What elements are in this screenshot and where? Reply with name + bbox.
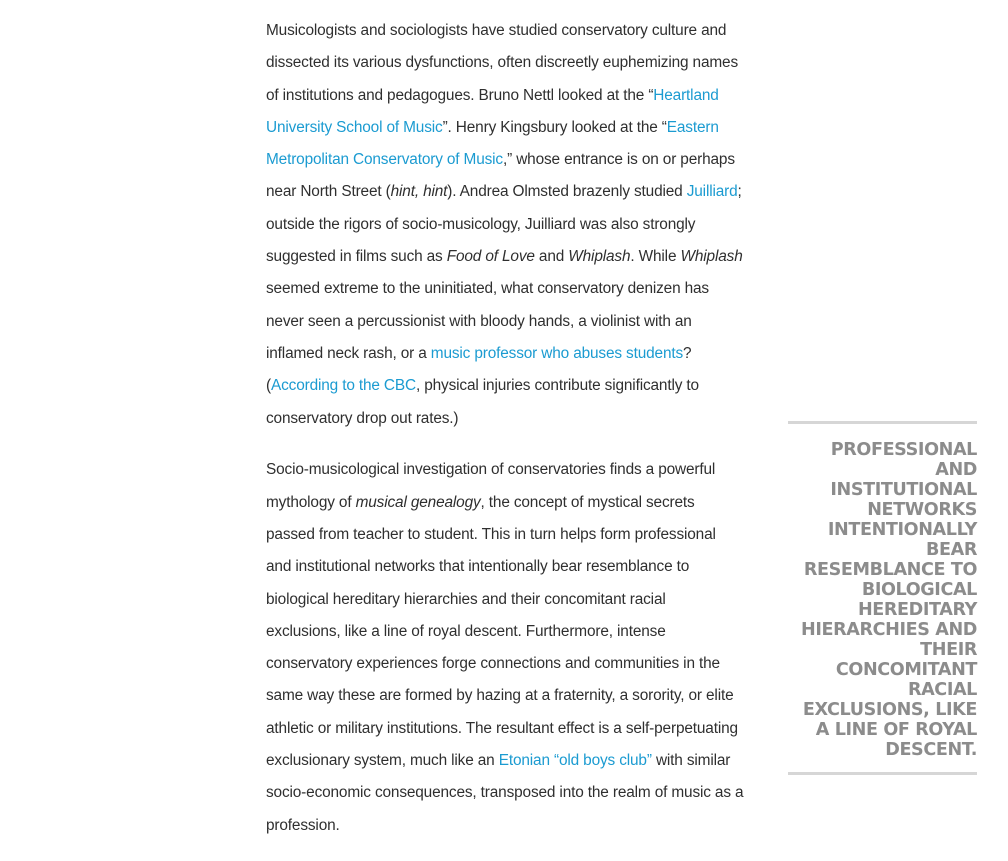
article-body [266, 15, 744, 861]
pull-quote-text: PROFESSIONAL AND INSTITUTIONAL NETWORKS INTENTIONALLY BEAR RESEMBLANCE TO BIOLOGICAL HEREDITARY HIERARCHIES AND THEIR CONCOMITANT RACIAL EXCLUSIONS, LIKE A LINE OF ROYAL DESCENT. [801, 440, 977, 760]
pull-quote [788, 421, 977, 775]
emphasis-text: musical genealogy [355, 493, 481, 511]
emphasis-text: Food of Love [446, 248, 535, 266]
inline-link[interactable]: Etonian “old boys club” [498, 752, 652, 770]
text-run: and [534, 248, 569, 266]
inline-link[interactable]: According to the CBC [270, 377, 416, 395]
text-run: . While [630, 248, 681, 266]
text-run: ”. Henry Kingsbury looked at the “ [442, 118, 667, 136]
paragraph [266, 15, 744, 435]
text-run: , the concept of mystical secrets passed from teacher to student. This in turn helps form professional and institutional networks that intentionally bear resemblance to biological hereditary hierarchies and their concomitant racial exclusions, like a line of royal descent. Furthermore, intense conservatory experiences forge connections and communities in the same way these are formed by hazing at a fraternity, a sorority, or elite athletic or military institutions. The resultant effect is a self-perpetuating exclusionary system, much like an [266, 493, 738, 770]
inline-link[interactable]: Juilliard [686, 183, 738, 201]
text-run: ,” whose entrance is on or perhaps near North Street ( [266, 151, 735, 201]
emphasis-text: Whiplash [680, 248, 743, 266]
inline-link[interactable]: music professor who abuses students [430, 344, 684, 362]
text-run: ; outside the rigors of socio-musicology, Juilliard was also strongly suggested in films such as [266, 183, 742, 266]
text-run: Musicologists and sociologists have studied conservatory culture and dissected its various dysfunctions, often discreetly euphemizing names of institutions and pedagogues. Bruno Nettl looked at the “ [266, 22, 738, 104]
paragraph [266, 454, 744, 842]
text-run: , physical injuries contribute significantly to conservatory drop out rates.) [266, 377, 699, 427]
emphasis-text: Whiplash [568, 248, 631, 266]
inline-link[interactable]: Heartland University School of Music [266, 86, 719, 136]
text-run: ). Andrea Olmsted brazenly studied [447, 183, 687, 201]
emphasis-text: hint, hint [390, 183, 448, 201]
text-run: seemed extreme to the uninitiated, what conservatory denizen has never seen a percussionist with bloody hands, a violinist with an inflamed neck rash, or a [266, 280, 709, 362]
text-run: Socio-musicological investigation of conservatories finds a powerful mythology of [266, 461, 716, 511]
text-run: with similar socio-economic consequences, transposed into the realm of music as a profession. [266, 752, 744, 834]
text-run: ? ( [266, 344, 692, 395]
inline-link[interactable]: Eastern Metropolitan Conservatory of Music [266, 118, 719, 169]
